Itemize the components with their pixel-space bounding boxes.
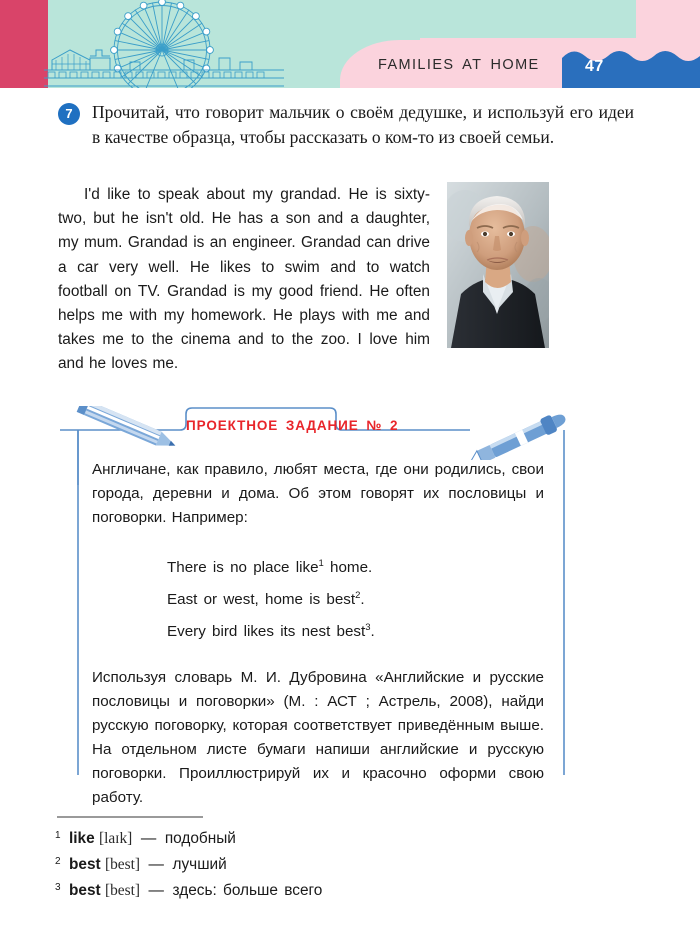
proverb-text-after: . [370, 623, 375, 641]
footnote-marker: 1 [318, 558, 324, 569]
footnote-gloss: лучший [172, 856, 227, 873]
london-eye-ferris-wheel-icon [44, 0, 284, 88]
footnote-dash: — [148, 882, 164, 899]
footnote-transcription: [best] [104, 856, 140, 873]
footnote-row [55, 876, 475, 902]
proverb-text-before: East or west, home is best [167, 591, 356, 609]
footnote-gloss: подобный [164, 830, 236, 847]
footnote-transcription: [laɪk] [98, 830, 133, 847]
proverb-text-before: Every bird likes its nest best [167, 623, 366, 641]
pencil-icon [72, 406, 202, 456]
page-title: FAMILIES AT HOME [378, 57, 540, 73]
footnote-row [55, 824, 475, 850]
proverb-list [167, 550, 544, 646]
project-task: Используя словарь М. И. Дубровина «Английские и русские пословицы и поговорки» (М. : АСТ ; Астрель, 2008), найди русскую поговорку, которая соответствует приведённым выше. На отдельном листе бумаги напиши английские и русскую поговорки. Проиллюстрируй их и красочно оформи свою работу. [92, 669, 544, 807]
footnote-marker: 2 [355, 590, 361, 602]
story-text: I'd like to speak about my grandad. He is sixty-two, but he isn't old. He has a son and a daughter, my mum. Grandad is an engineer. Grandad can drive a car very well. He likes to swim and to watch football on TV. Grandad is my good friend. He often helps me with my homework. He plays with me and takes me to the cinema and to the zoo. I love him and he loves me. [58, 186, 430, 373]
project-body [92, 458, 544, 810]
page-number: 47 [585, 58, 604, 75]
footnote-number: 3 [55, 882, 61, 893]
project-title: ПРОЕКТНОЕ ЗАДАНИЕ № 2 [186, 418, 399, 433]
footnote-word: best [69, 882, 101, 899]
proverb-text-after: . [360, 591, 365, 609]
footnote-marker: 3 [365, 622, 371, 634]
header-crimson-stripe [0, 0, 48, 88]
exercise-number-badge: 7 [58, 103, 80, 125]
footnote-gloss: здесь: больше всего [172, 882, 323, 899]
page-number-band [562, 48, 700, 88]
story-paragraph [58, 183, 430, 377]
proverb-item [167, 614, 544, 646]
proverb-item [167, 582, 544, 614]
proverb-item [167, 550, 544, 582]
grandad-photo [447, 182, 549, 348]
page-header-banner [0, 0, 700, 88]
footnote-number: 1 [55, 830, 61, 841]
footnote-divider [57, 816, 203, 818]
footnote-number: 2 [55, 856, 61, 867]
footnote-word: best [69, 856, 101, 873]
pen-icon [470, 402, 602, 460]
project-intro: Англичане, как правило, любят места, где они родились, свои города, деревни и дома. Об этом говорят их пословицы и поговорки. Например: [92, 461, 544, 526]
footnote-row [55, 850, 475, 876]
footnote-dash: — [140, 830, 157, 847]
footnote-dash: — [148, 856, 164, 873]
footnote-list [55, 824, 475, 902]
proverb-text-after: home. [323, 559, 373, 577]
exercise-block [58, 100, 648, 150]
proverb-text-before: There is no place like [167, 559, 319, 577]
footnote-word: like [69, 830, 95, 847]
exercise-instruction: Прочитай, что говорит мальчик о своём дедушке, и используй его идеи в качестве образца, чтобы рассказать о ком-то из своей семьи. [92, 102, 634, 147]
footnote-transcription: [best] [104, 882, 140, 899]
